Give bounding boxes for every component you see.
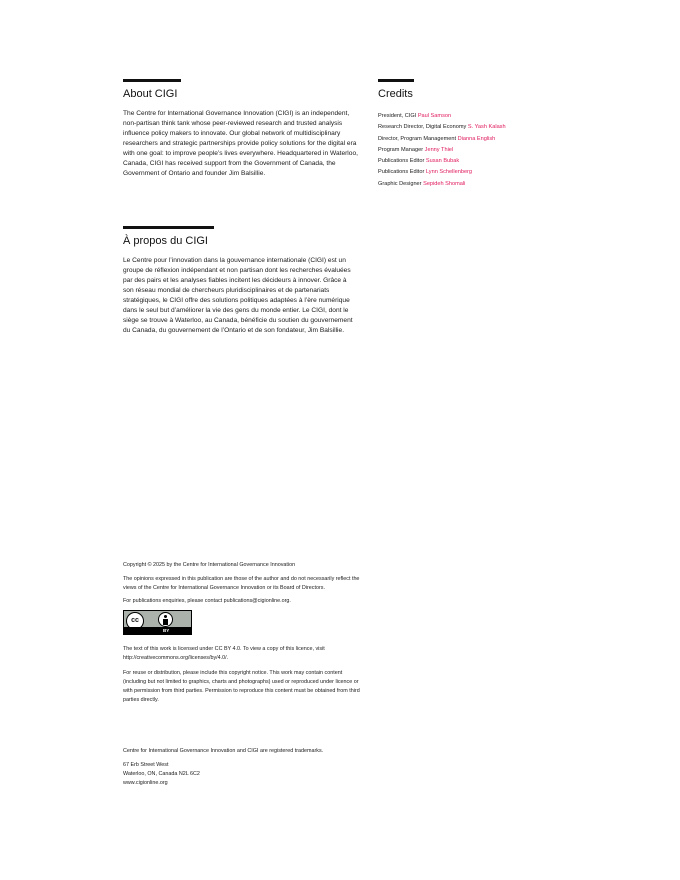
credit-role: Graphic Designer	[378, 180, 422, 187]
license-text: The text of this work is licensed under CC BY 4.0. To view a copy of this licence, visit http://creativecommons.org/licenses/by/4.0/.	[123, 646, 325, 661]
credit-role: President, CIGI	[378, 113, 417, 119]
credit-row	[378, 145, 578, 156]
credit-name: Sepideh Shomali	[423, 180, 466, 187]
credits-rule	[378, 79, 414, 82]
about-section	[123, 79, 359, 179]
credit-row	[378, 122, 578, 133]
credit-role: Research Director, Digital Economy	[378, 124, 467, 131]
cc-icon: cc	[126, 612, 144, 630]
apropos-body: Le Centre pour l’innovation dans la gouvernance internationale (CIGI) est un groupe de réflexion indépendant et non partisan dont les recherches évaluées par des pairs et les analyses fiables incitent les décideurs à innover. Grâce à son réseau mondial de chercheurs pluridisciplinaires et de partenariats stratégiques, le CIGI offre des solutions politiques adaptées à l’ère numérique dans le seul but d’améliorer la vie des gens du monde entier. Le CIGI, dont le siège se trouve à Waterloo, au Canada, bénéficie du soutien du gouvernement du Canada, du gouvernement de l’Ontario et de son fondateur, Jim Balsillie.	[123, 257, 353, 334]
credit-role: Director, Program Management	[378, 135, 457, 142]
credit-row	[378, 111, 578, 122]
credit-name: Susan Bubak	[425, 158, 460, 165]
credit-name: Paul Samson	[417, 113, 452, 119]
credit-row	[378, 156, 578, 167]
attribution-icon	[158, 612, 173, 627]
opinions-text: The opinions expressed in this publication are those of the author and do not necessarily reflect the views of the Centre for International Governance Innovation or its Board of Directors.	[123, 576, 360, 591]
about-heading: About CIGI	[123, 88, 178, 100]
address-line: Waterloo, ON, Canada N2L 6C2	[123, 771, 200, 777]
credit-name: S. Yash Kalash	[467, 124, 506, 131]
cc-by-label: BY	[163, 628, 170, 633]
cc-by-badge	[123, 610, 192, 635]
enquiries-text: For publications enquiries, please contact publications@cigionline.org.	[123, 598, 291, 604]
copyright-text: Copyright © 2025 by the Centre for International Governance Innovation	[123, 562, 296, 568]
apropos-section	[123, 226, 359, 336]
credit-name: Lynn Schellenberg	[425, 169, 473, 176]
credit-row	[378, 134, 578, 145]
apropos-heading: À propos du CIGI	[123, 235, 208, 247]
footer-section	[123, 747, 343, 788]
credit-role: Publications Editor	[378, 169, 425, 176]
reuse-text: For reuse or distribution, please include this copyright notice. This work may contain content (including but not limited to graphics, charts and photographs) used or reproduced under licence or with permission from third parties. Permission to reproduce this content must be obtained from third parties directly.	[123, 670, 360, 703]
legal-section	[123, 561, 363, 709]
credit-role: Publications Editor	[378, 158, 425, 165]
credits-heading: Credits	[378, 88, 413, 100]
credit-row	[378, 179, 578, 190]
address-line: 67 Erb Street West	[123, 762, 169, 768]
credit-name: Dianna English	[457, 135, 496, 142]
about-rule	[123, 79, 181, 82]
credit-role: Program Manager	[378, 146, 424, 153]
credits-list	[378, 111, 578, 190]
credits-section	[378, 79, 578, 190]
apropos-rule	[123, 226, 214, 229]
trademarks-text: Centre for International Governance Innovation and CIGI are registered trademarks.	[123, 748, 324, 754]
about-body: The Centre for International Governance Innovation (CIGI) is an independent, non-partisan think tank whose peer-reviewed research and trusted analysis influence policy makers to innovate. Our global network of multidisciplinary researchers and strategic partnerships provide policy solutions for the digital era with one goal: to improve people’s lives everywhere. Headquartered in Waterloo, Canada, CIGI has received support from the Government of Canada, the Government of Ontario and founder Jim Balsillie.	[123, 110, 358, 177]
credit-row	[378, 167, 578, 178]
website-link[interactable]: www.cigionline.org	[123, 780, 168, 786]
credit-name: Jenny Thiel	[424, 146, 454, 153]
address	[123, 761, 343, 788]
cc-badge-bar	[124, 627, 191, 634]
